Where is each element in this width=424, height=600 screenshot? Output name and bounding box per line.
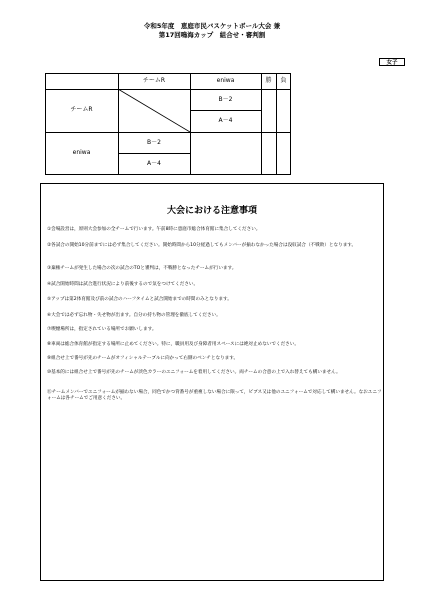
grid-hline-r2-split bbox=[118, 153, 190, 154]
notice-item-10: ⑩基本的には組合せ上で番号が先のチームが淡色カラーのユニフォームを着用してください。両チームの合意の上で入れ替えても構いません。 bbox=[47, 370, 341, 375]
notice-item-7: ⑦喫煙場所は，指定されている場所でお願いします。 bbox=[47, 327, 157, 332]
row-header-eniwa: eniwa bbox=[72, 149, 91, 156]
document-title-line1: 令和5年度 恵庭市民バスケットボール大会 兼 bbox=[143, 22, 281, 30]
col-header-eniwa: eniwa bbox=[216, 77, 235, 84]
document-title-line2: 第17回鳴海カップ 組合せ・審判割 bbox=[158, 31, 266, 39]
notice-item-3: ③棄権チームが発生した場合の次の試合のTOと審判は，不戦勝となったチームが行います。 bbox=[47, 266, 237, 271]
division-badge: 女子 bbox=[379, 58, 405, 66]
match-r2-referee: A－4 bbox=[147, 160, 161, 167]
row-header-team-r: チームR bbox=[70, 106, 93, 113]
notice-item-6: ⑥大会では必ず忘れ物・失せ物が出ます。自分の持ち物の管理を徹底してください。 bbox=[47, 313, 221, 318]
notice-item-4: ④試合開始時間は試合進行状況により前後するので気をつけてください。 bbox=[47, 282, 199, 287]
match-r1-referee: A－4 bbox=[218, 117, 233, 124]
col-header-win: 勝 bbox=[265, 77, 272, 84]
match-r2-score: B－2 bbox=[147, 139, 161, 146]
diagonal-line bbox=[118, 89, 191, 133]
notice-item-1: ①会場設営は，原則大会参加の全チームで行います。午前8時に恵庭市総合体育館に集合してください。 bbox=[47, 227, 261, 232]
col-header-team-r: チームR bbox=[142, 77, 166, 84]
notice-title: 大会における注意事項 bbox=[166, 206, 257, 216]
notice-item-2: ②各試合の開始10分前までには必ず集合してください。開始時間から10分経過してもメンバーが揃わなかった場合は没収試合（不戦敗）となります。 bbox=[47, 243, 357, 248]
notice-item-9: ⑨組合せ上で番号が先のチームがオフィシャルテーブルに向かって右側のベンチとなります。 bbox=[47, 356, 239, 361]
grid-hline-r1-split bbox=[190, 110, 261, 111]
col-header-loss: 負 bbox=[280, 77, 287, 84]
notice-item-11: ⑪チームメンバーでユニフォームが揃わない場合，同色でかつ背番号が重複しない場合に限って，ビブス又は他のユニフォームで対応して構いません。なおユニフォームは各チームでご用意ください。 bbox=[47, 390, 382, 402]
notice-item-5: ⑤アップは第2体育館及び前の試合のハーフタイムと試合開始までの時間のみとなります。 bbox=[47, 297, 232, 302]
match-r1-score: B－2 bbox=[218, 96, 233, 103]
notice-item-8: ⑧車両は総合体育館が指定する場所に止めてください。特に，職員用及び身障者用スペースには絶対止めないでください。 bbox=[47, 342, 299, 347]
